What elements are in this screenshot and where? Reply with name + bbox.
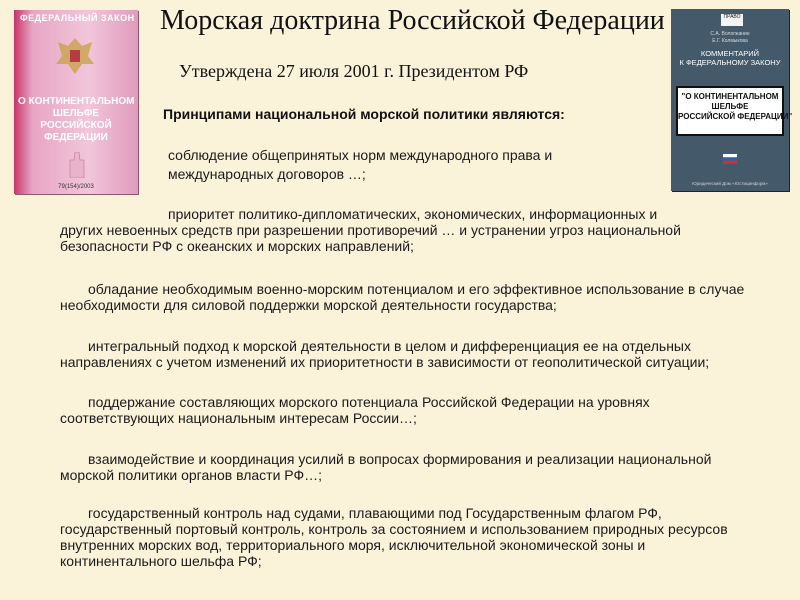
book-cover-commentary xyxy=(671,9,793,191)
principles-heading: Принципами национальной морской политики являются: xyxy=(163,106,565,122)
principle-item: поддержание составляющих морского потенциала Российской Федерации на уровнях соответствующих национальным интересам России…; xyxy=(60,394,650,426)
publisher-logo: ПРАВО xyxy=(721,14,743,26)
book-cover-federal-law xyxy=(14,10,138,194)
principle-item: соблюдение общепринятых норм международного права и международных договоров …; xyxy=(168,147,553,182)
book-title: О КОНТИНЕНТАЛЬНОМ ШЕЛЬФЕ РОССИЙСКОЙ ФЕДЕРАЦИИ xyxy=(18,96,135,143)
commentary-heading: КОММЕНТАРИЙ К ФЕДЕРАЛЬНОМУ ЗАКОНУ xyxy=(679,49,781,67)
kremlin-tower-icon xyxy=(60,152,94,178)
principle-item: государственный контроль над судами, плавающими под Государственным флагом РФ, государственный портовый контроль, контроль за состоянием и использованием природных ресурсов внутренних морских вод, территориального моря, исключительной экономической зоны и континентального шельфа РФ; xyxy=(60,505,728,569)
principle-item: обладание необходимым военно-морским потенциалом и его эффективное использование в случае необходимости для силовой поддержки морской деятельности государства; xyxy=(60,281,745,313)
coat-of-arms-icon xyxy=(52,34,98,78)
russian-flag-icon xyxy=(723,154,737,164)
principle-item: интегральный подход к морской деятельности в целом и дифференциация ее на отдельных направлениях с учетом изменений их приоритетности в зависимости от геополитической ситуации; xyxy=(60,338,710,370)
book-title-box: "О КОНТИНЕНТАЛЬНОМ ШЕЛЬФЕ РОССИЙСКОЙ ФЕДЕРАЦИИ" xyxy=(676,86,784,136)
book-authors: С.А. Вологжанин Е.Г. Колмыкова xyxy=(710,31,750,44)
page-title: Морская доктрина Российской Федерации xyxy=(160,5,665,36)
approval-subtitle: Утверждена 27 июля 2001 г. Президентом РФ xyxy=(179,61,529,81)
principle-item: приоритет политико-дипломатических, экономических, информационных и других невоенных средств при разрешении противоречий … и устранении угроз национальной безопасности РФ с океанских и морских направлений; xyxy=(60,206,681,254)
book-header: ФЕДЕРАЛЬНЫЙ ЗАКОН xyxy=(20,13,135,23)
book-publisher: Юридический Дом «Юстицинформ» xyxy=(692,181,768,186)
book-number: 79(154)/2003 xyxy=(58,184,94,190)
principle-item: взаимодействие и координация усилий в вопросах формирования и реализации национальной морской политики органов власти РФ…; xyxy=(60,451,712,483)
